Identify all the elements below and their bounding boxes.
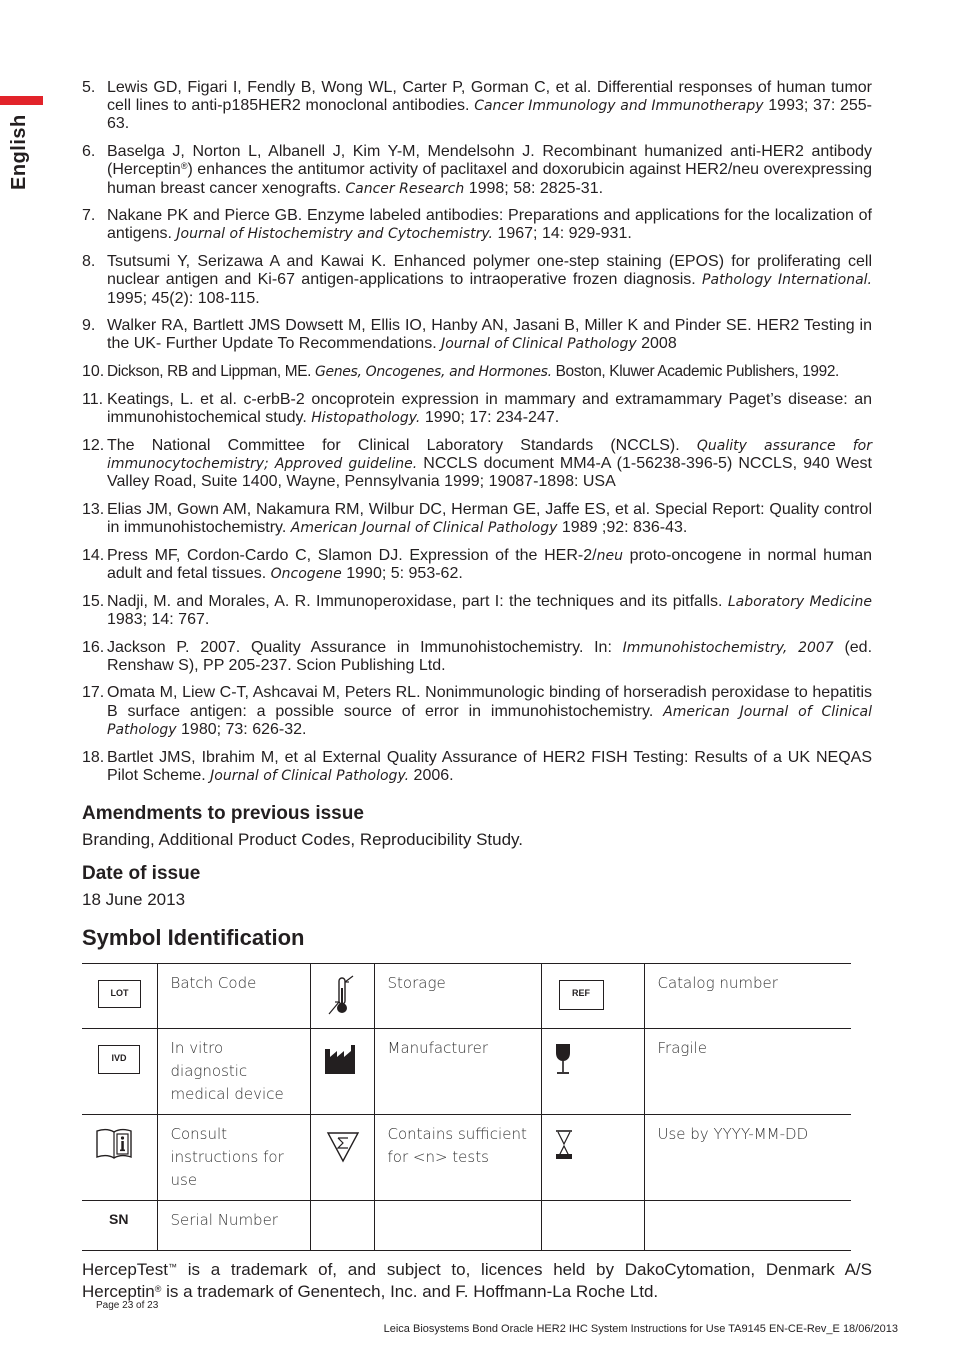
reference-item: 13. Elias JM, Gown AM, Nakamura RM, Wilbur DC, Herman GE, Jaffe ES, et al. Special Report: Quality control in immunohistochemistry. American Journal of Clinical Pathology 1989 ;92: 836-43. (82, 500, 872, 537)
use-by-label: Use by YYYY-MM-DD (644, 1115, 851, 1201)
symbol-row (82, 964, 851, 1029)
lot-icon: LOT (98, 980, 141, 1008)
date-of-issue-heading: Date of issue (82, 863, 201, 884)
manufacturer-icon (324, 1043, 356, 1075)
sufficient-tests-icon (326, 1131, 360, 1163)
reference-item: 9. Walker RA, Bartlett JMS Dowsett M, Ellis IO, Hanby AN, Jasani B, Miller K and Pinder SE. HER2 Testing in the UK- Further Update To Recommendations. Journal of Clinical Pathology 2008 (82, 317, 872, 353)
thermometer-icon (324, 974, 360, 1018)
reference-item: 7. Nakane PK and Pierce GB. Enzyme labeled antibodies: Preparations and applications for the localization of antigens. Journal of Histochemistry and Cytochemistry. 1967; 14: 929-931. (82, 207, 872, 243)
serial-number-icon: SN (109, 1211, 129, 1227)
symbol-table (82, 963, 851, 1251)
serial-number-label: Serial Number (157, 1201, 310, 1251)
reference-item: 8. Tsutsumi Y, Serizawa A and Kawai K. Enhanced polymer one-step staining (EPOS) for proliferating cell nuclear antigen and Ki-67 antigen-applications to intraoperative frozen diagnosis. Pathology International. 1995; 45(2): 108-115. (82, 253, 872, 307)
consult-instructions-label: Consult instructions for use (157, 1115, 310, 1201)
reference-item: 12. The National Committee for Clinical Laboratory Standards (NCCLS). Quality assurance for immunocytochemistry; Approved guideline. NCCLS document MM4-A (1-56238-396-5) NCCLS, 940 West Valley Road, Suite 1400, Wayne, Pennsylvania 1999; 19087-1898: USA (82, 436, 873, 491)
batch-code-label: Batch Code (157, 964, 310, 1029)
amendments-text: Branding, Additional Product Codes, Reproducibility Study. (82, 830, 523, 849)
ref-icon: REF (559, 980, 604, 1010)
storage-label: Storage (374, 964, 541, 1029)
fragile-label: Fragile (644, 1029, 851, 1115)
reference-item: 17. Omata M, Liew C-T, Ashcavai M, Peters RL. Nonimmunologic binding of horseradish peroxidase to hepatitis B surface antigen: a possible source of error in immunohistochemistry. American Journal of Clinical Pathology 1980; 73: 626-32. (82, 684, 872, 738)
language-label: English (8, 114, 30, 190)
symbol-row (82, 1201, 851, 1251)
trademark-notice: HercepTest™ is a trademark of, and subject to, licences held by DakoCytomation, Denmark A/S Herceptin® is a trademark of Genentech, Inc. and F. Hoffmann-La Roche Ltd. (82, 1260, 872, 1301)
reference-list (82, 79, 872, 795)
symbol-row (82, 1115, 851, 1201)
date-of-issue-text: 18 June 2013 (82, 890, 186, 909)
reference-item: 15. Nadji, M. and Morales, A. R. Immunoperoxidase, part I: the techniques and its pitfalls. Laboratory Medicine 1983; 14: 767. (82, 592, 872, 628)
reference-item: 6. Baselga J, Norton L, Albanell J, Kim Y-M, Mendelsohn J. Recombinant humanized anti-HER2 antibody (Herceptin®) enhances the antitumor activity of paclitaxel and doxorubicin against HER2/neu overexpressing human breast cancer xenografts. Cancer Research 1998; 58: 2825-31. (82, 143, 872, 197)
page-number: Page 23 of 23 (96, 1300, 159, 1311)
reference-item: 10. Dickson, RB and Lippman, ME. Genes, Oncogenes, and Hormones. Boston, Kluwer Academic Publishers, 1992. (82, 363, 839, 381)
symbol-row (82, 1029, 851, 1115)
fragile-glass-icon (554, 1043, 574, 1075)
reference-item: 16. Jackson P. 2007. Quality Assurance in Immunohistochemistry. In: Immunohistochemistry, 2007 (ed. Renshaw S), PP 205-237. Scion Publishing Ltd. (82, 638, 873, 674)
reference-item: 11. Keatings, L. et al. c-erbB-2 oncoprotein expression in mammary and extramammary Paget’s disease: an immunohistochemical study. Histopathology. 1990; 17: 234-247. (82, 390, 872, 427)
in-vitro-label: In vitro diagnostic medical device (157, 1029, 310, 1115)
hourglass-icon (554, 1129, 574, 1161)
document-footer: Leica Biosystems Bond Oracle HER2 IHC System Instructions for Use TA9145 EN-CE-Rev_E 18/06/2013 (383, 1323, 898, 1335)
sufficient-tests-label: Contains sufficient for <n> tests (374, 1115, 541, 1201)
language-tab-marker (0, 96, 43, 105)
reference-item: 5. Lewis GD, Figari I, Fendly B, Wong WL, Carter P, Gorman C, et al. Differential responses of human tumor cell lines to anti-p185HER2 monoclonal antibodies. Cancer Immunology and Immunotherapy 1993; 37: 255-63. (82, 79, 873, 133)
reference-item: 18. Bartlet JMS, Ibrahim M, et al External Quality Assurance of HER2 FISH Testing: Results of a UK NEQAS Pilot Scheme. Journal of Clinical Pathology. 2006. (82, 748, 872, 784)
reference-item: 14. Press MF, Cordon-Cardo C, Slamon DJ. Expression of the HER-2/neu proto-oncogene in normal human adult and fetal tissues. Oncogene 1990; 5: 953-62. (82, 546, 873, 582)
amendments-heading: Amendments to previous issue (82, 803, 364, 824)
symbol-identification-heading: Symbol Identification (82, 925, 305, 950)
ivd-icon: IVD (98, 1045, 140, 1074)
catalog-number-label: Catalog number (644, 964, 851, 1029)
consult-instructions-icon (95, 1128, 133, 1160)
manufacturer-label: Manufacturer (374, 1029, 541, 1115)
